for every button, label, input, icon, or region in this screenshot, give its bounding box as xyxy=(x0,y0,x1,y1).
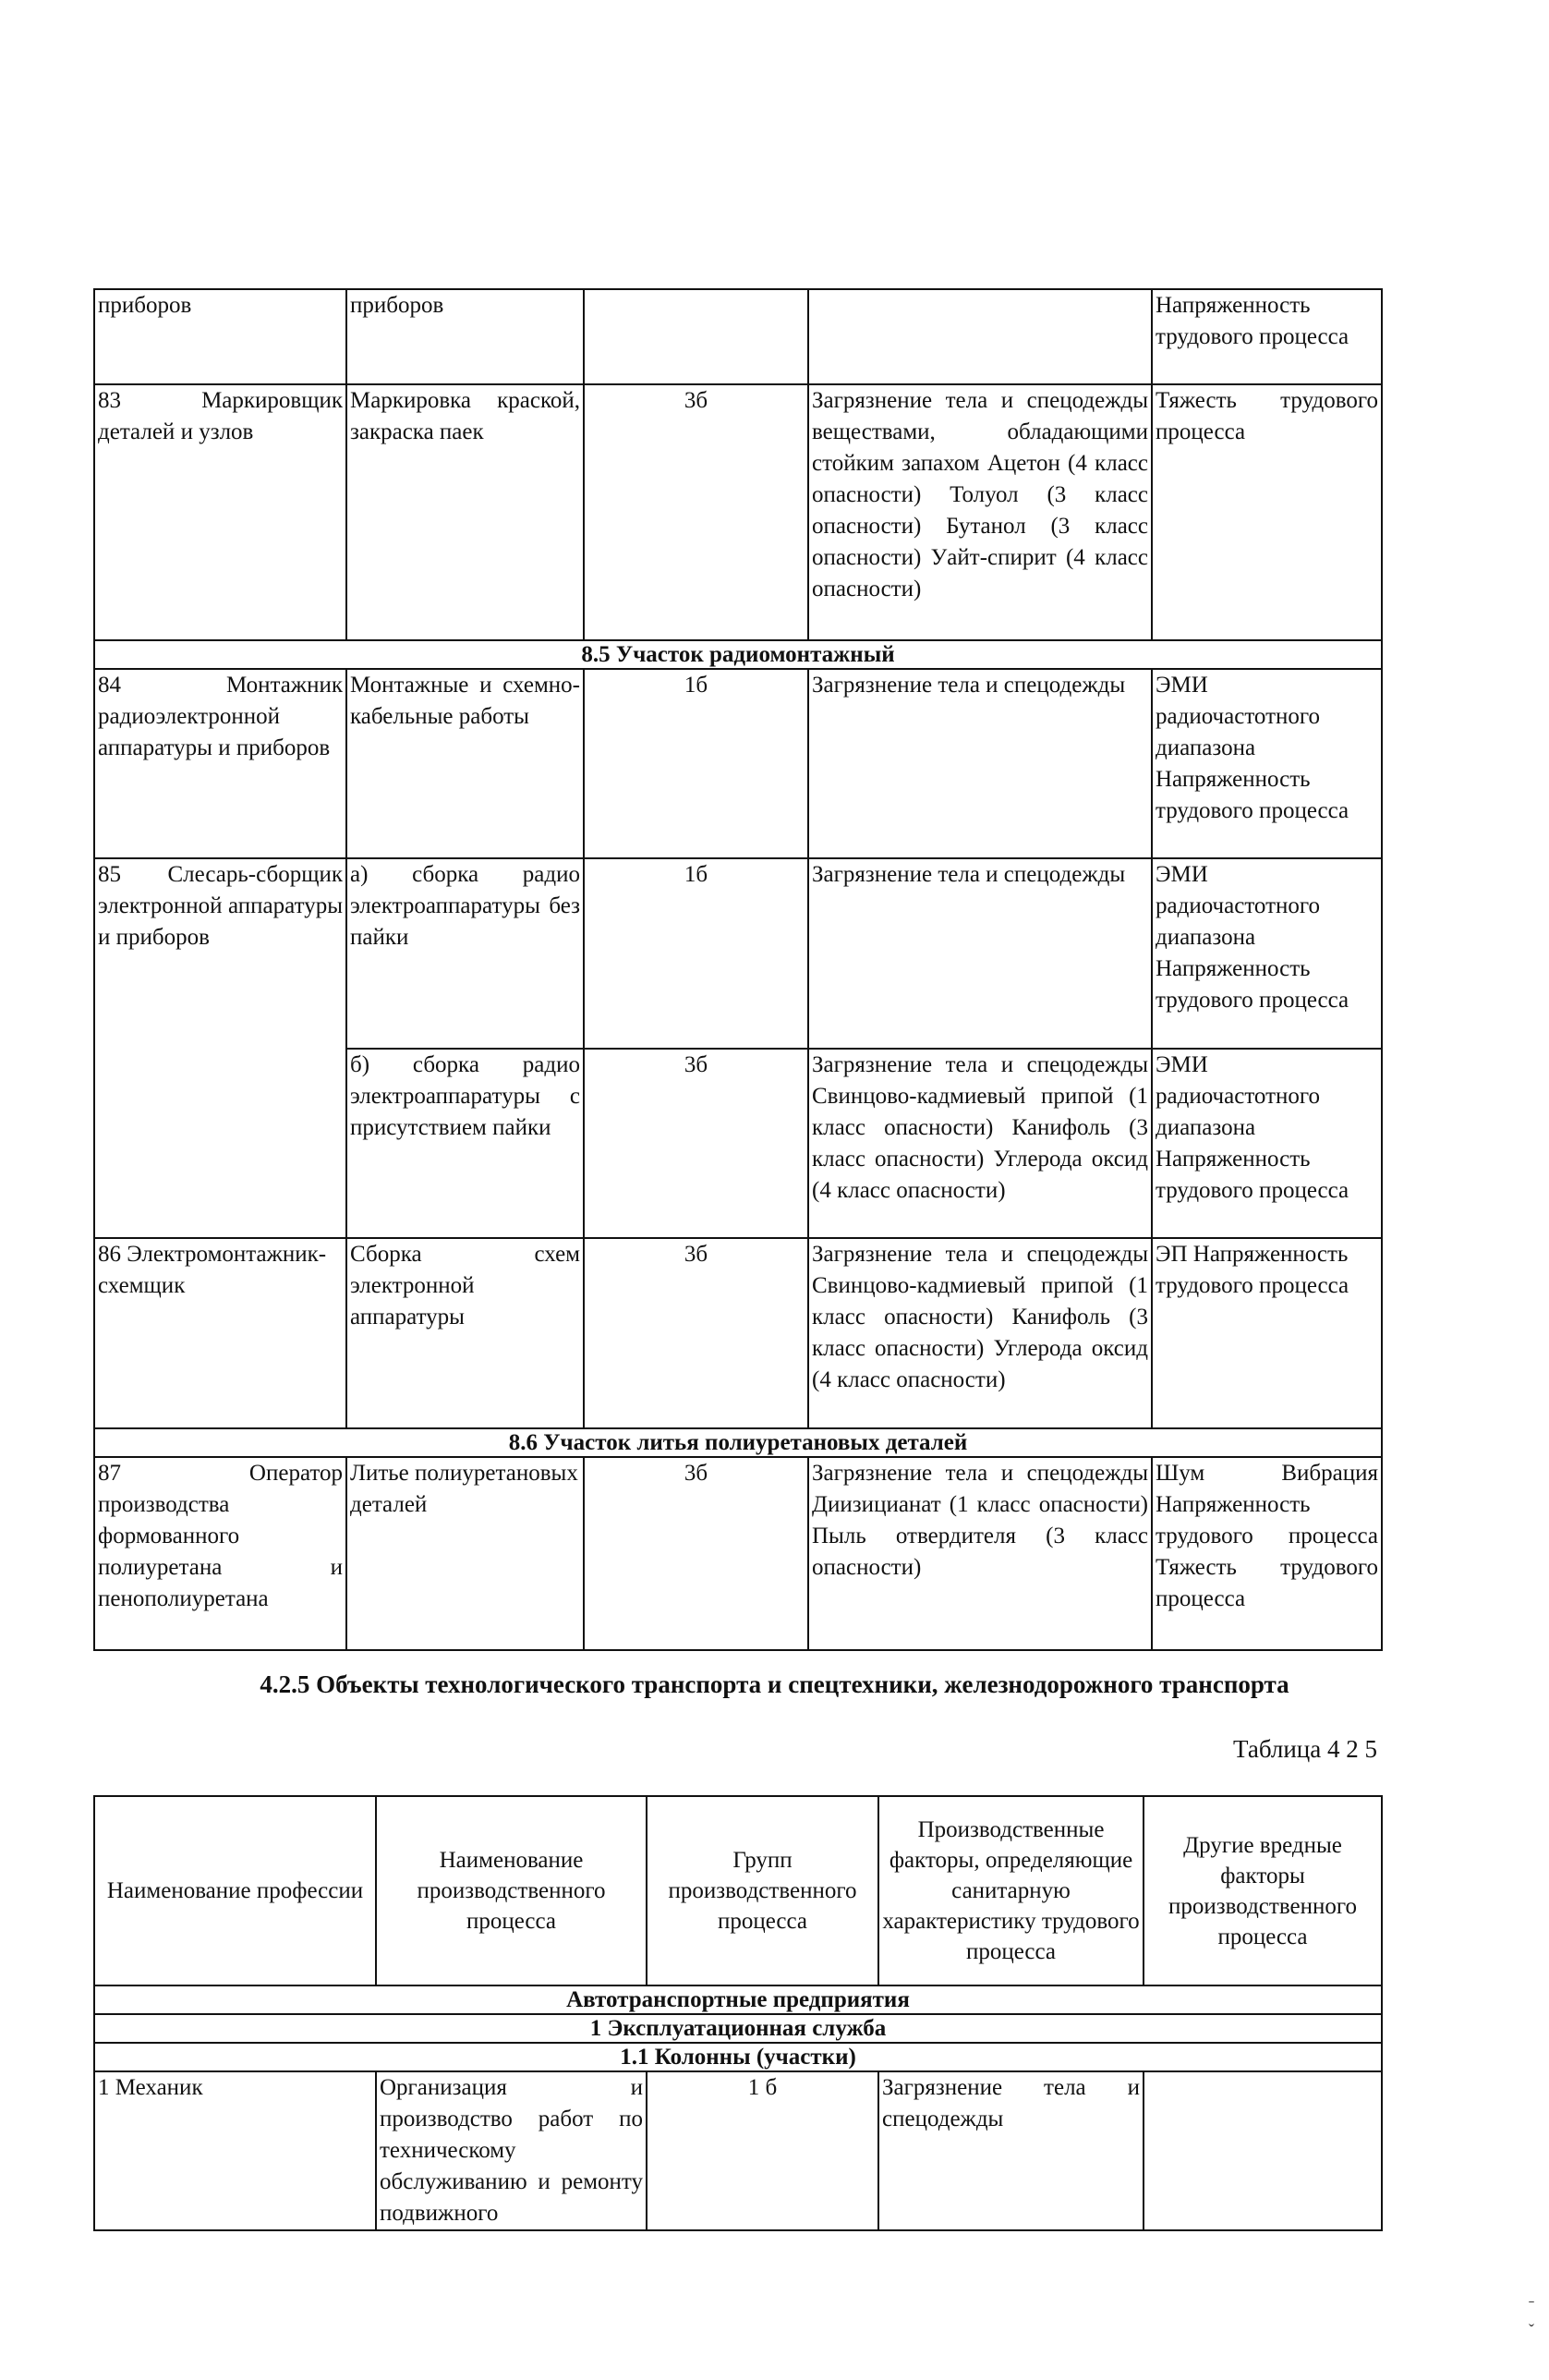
process-cell: б) сборка радио электроаппаратуры с присутствием пайки xyxy=(346,1049,584,1238)
process-cell: приборов xyxy=(346,289,584,384)
column-header: Групп производственного процесса xyxy=(647,1796,878,1985)
other-factors-cell xyxy=(1144,2071,1382,2230)
factors-cell: Загрязнение тела и спецодежды веществами, обладающими стойким запахом Ацетон (4 класс опасности) Толуол (3 класс опасности) Бутанол (3 класс опасности) Уайт-спирит (4 класс опасности) xyxy=(808,384,1152,640)
process-cell: Сборка схем электронной аппаратуры xyxy=(346,1238,584,1428)
profession-cell: приборов xyxy=(94,289,346,384)
profession-cell: 87 Оператор производства формованного полиуретана и пенополиуретана xyxy=(94,1457,346,1650)
process-cell: Организация и производство работ по техническому обслуживанию и ремонту подвижного xyxy=(376,2071,647,2230)
section-title: 8.5 Участок радиомонтажный xyxy=(94,640,1382,669)
section-row xyxy=(94,1428,1382,1457)
other-factors-cell: ЭМИ радиочастотного диапазона Напряженность трудового процесса xyxy=(1152,669,1382,858)
other-factors-cell: ЭП Напряженность трудового процесса xyxy=(1152,1238,1382,1428)
factors-cell: Загрязнение тела и спецодежды Свинцово-кадмиевый припой (1 класс опасности) Канифоль (3 класс опасности) Углерода оксид (4 класс опасности) xyxy=(808,1238,1152,1428)
profession-cell: 83 Маркировщик деталей и узлов xyxy=(94,384,346,640)
table-row xyxy=(94,289,1382,384)
section-title: 1 Эксплуатационная служба xyxy=(94,2014,1382,2043)
section-row xyxy=(94,2043,1382,2071)
transport-hazard-table xyxy=(93,1795,1383,2231)
section-heading: 4.2.5 Объекты технологического транспорта и спецтехники, железнодорожного транспорта xyxy=(260,1670,1289,1698)
column-header: Наименование производственного процесса xyxy=(376,1796,647,1985)
column-header: Другие вредные факторы производственного процесса xyxy=(1144,1796,1382,1985)
header-row xyxy=(94,1796,1382,1985)
hazard-table-continued xyxy=(93,288,1383,1651)
process-cell: Монтажные и схемно-кабельные работы xyxy=(346,669,584,858)
factors-cell: Загрязнение тела и спецодежды xyxy=(808,858,1152,1049)
group-cell: 3б xyxy=(584,384,808,640)
process-cell: а) сборка радио электроаппаратуры без пайки xyxy=(346,858,584,1049)
factors-cell xyxy=(808,289,1152,384)
group-cell: 1б xyxy=(584,669,808,858)
profession-cell: 85 Слесарь-сборщик электронной аппаратуры и приборов xyxy=(94,858,346,1238)
other-factors-cell: Напряженность трудового процесса xyxy=(1152,289,1382,384)
factors-cell: Загрязнение тела и спецодежды xyxy=(808,669,1152,858)
group-cell: 3б xyxy=(584,1049,808,1238)
group-cell: 3б xyxy=(584,1238,808,1428)
section-row xyxy=(94,640,1382,669)
other-factors-cell: Тяжесть трудового процесса xyxy=(1152,384,1382,640)
profession-cell: 84 Монтажник радиоэлектронной аппаратуры и приборов xyxy=(94,669,346,858)
table-row xyxy=(94,858,1382,1049)
section-title: 8.6 Участок литья полиуретановых деталей xyxy=(94,1428,1382,1457)
process-cell: Маркировка краской, закраска паек xyxy=(346,384,584,640)
section-title: Автотранспортные предприятия xyxy=(94,1985,1382,2014)
section-row xyxy=(94,1985,1382,2014)
group-cell xyxy=(584,289,808,384)
table-row xyxy=(94,1457,1382,1650)
group-cell: 1 б xyxy=(647,2071,878,2230)
section-title: 1.1 Колонны (участки) xyxy=(94,2043,1382,2071)
profession-cell: 86 Электромонтажник-схемщик xyxy=(94,1238,346,1428)
table-row xyxy=(94,1238,1382,1428)
column-header: Производственные факторы, определяющие санитарную характеристику трудового процесса xyxy=(878,1796,1144,1985)
profession-cell: 1 Механик xyxy=(94,2071,376,2230)
scan-mark-icon: ˇ xyxy=(1529,2321,1534,2339)
process-cell: Литье полиуретановых деталей xyxy=(346,1457,584,1650)
table-caption: Таблица 4 2 5 xyxy=(1233,1735,1377,1763)
factors-cell: Загрязнение тела и спецодежды xyxy=(878,2071,1144,2230)
scan-mark-icon: ˉ xyxy=(1529,2297,1534,2315)
factors-cell: Загрязнение тела и спецодежды Диизицианат (1 класс опасности) Пыль отвердителя (3 класс опасности) xyxy=(808,1457,1152,1650)
table-row xyxy=(94,384,1382,640)
other-factors-cell: ЭМИ радиочастотного диапазона Напряженность трудового процесса xyxy=(1152,1049,1382,1238)
other-factors-cell: ЭМИ радиочастотного диапазона Напряженность трудового процесса xyxy=(1152,858,1382,1049)
table-row xyxy=(94,669,1382,858)
column-header: Наименование профессии xyxy=(94,1796,376,1985)
group-cell: 3б xyxy=(584,1457,808,1650)
section-row xyxy=(94,2014,1382,2043)
table-row xyxy=(94,2071,1382,2230)
other-factors-cell: Шум Вибрация Напряженность трудового процесса Тяжесть трудового процесса xyxy=(1152,1457,1382,1650)
factors-cell: Загрязнение тела и спецодежды Свинцово-кадмиевый припой (1 класс опасности) Канифоль (3 класс опасности) Углерода оксид (4 класс опасности) xyxy=(808,1049,1152,1238)
group-cell: 1б xyxy=(584,858,808,1049)
